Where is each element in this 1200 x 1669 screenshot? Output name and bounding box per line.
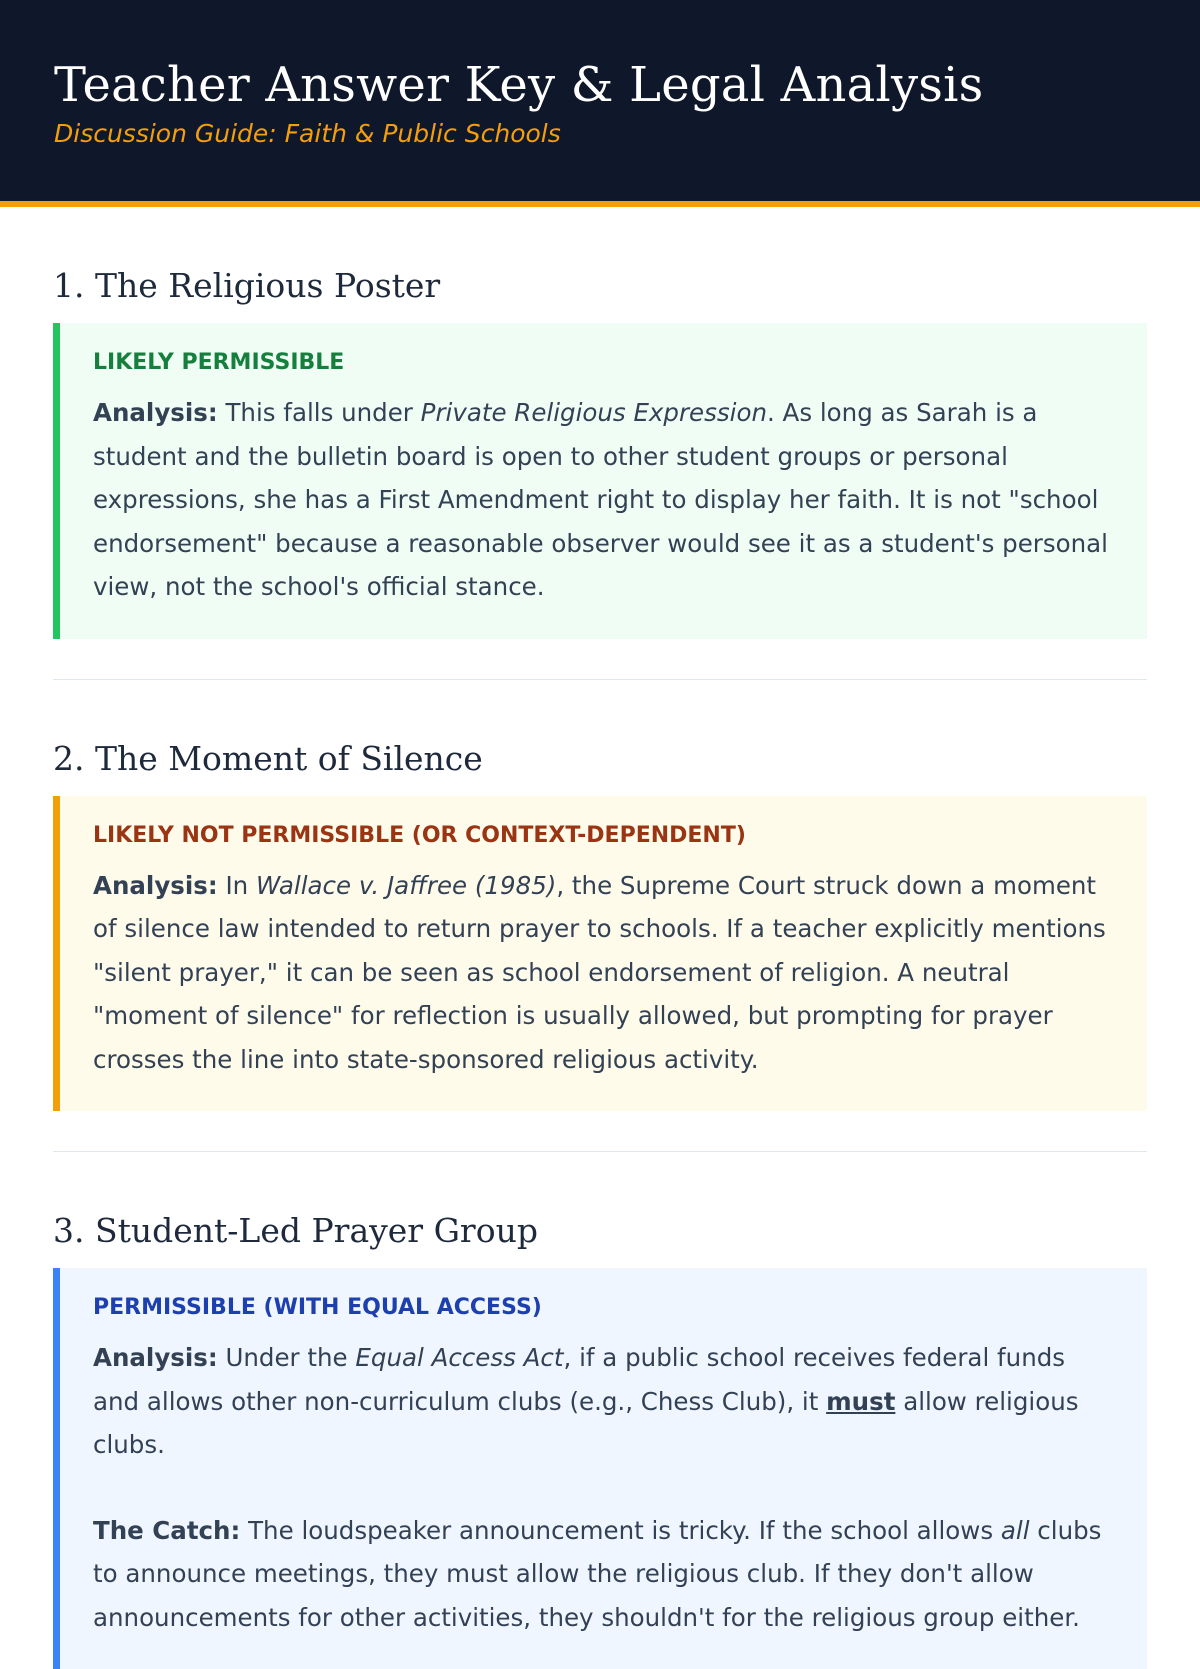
act-name: Equal Access Act xyxy=(355,1343,564,1372)
page-title: Teacher Answer Key & Legal Analysis xyxy=(54,57,984,113)
analysis-label: Analysis: xyxy=(93,870,218,900)
analysis-text: allow religious clubs. xyxy=(93,1386,1079,1459)
section-heading: 3. Student-Led Prayer Group xyxy=(53,1211,538,1250)
main-content xyxy=(0,207,1200,1669)
scenario-section-prayer-group xyxy=(53,1152,1147,1669)
catch-text: The loudspeaker announcement is tricky. If the school allows xyxy=(240,1515,1001,1545)
analysis-paragraph xyxy=(93,864,1117,1082)
analysis-text: , the Supreme Court struck down a moment of silence law intended to return prayer to schools. If a teacher explicitly mentions "silent prayer," it can be seen as school endorsement of religion. A neutral "moment of silence" for reflection is usually allowed, but prompting for prayer crosses the line into state-sponsored religious activity. xyxy=(93,870,1106,1074)
analysis-emphasis: Private Religious Expression xyxy=(420,398,767,427)
analysis-text: In xyxy=(217,870,257,900)
scenario-section-religious-poster xyxy=(53,207,1147,680)
verdict-label: PERMISSIBLE (WITH EQUAL ACCESS) xyxy=(93,1295,542,1320)
analysis-box xyxy=(53,796,1147,1112)
paragraph-gap xyxy=(93,1467,1117,1509)
section-heading: 2. The Moment of Silence xyxy=(53,738,483,778)
analysis-label: Analysis: xyxy=(93,398,218,427)
analysis-text: , if a public school receives federal funds and allows other non-curriculum clubs (e.g., Chess Club), it xyxy=(93,1343,1066,1416)
catch-text: clubs to announce meetings, they must allow the religious club. If they don't allow announcements for other activities, they shouldn't for the religious group either. xyxy=(93,1515,1102,1632)
verdict-label: LIKELY NOT PERMISSIBLE (OR CONTEXT-DEPENDENT) xyxy=(93,822,746,848)
analysis-paragraph xyxy=(93,1336,1117,1467)
analysis-paragraph xyxy=(93,391,1117,609)
analysis-text: . As long as Sarah is a student and the bulletin board is open to other student groups or personal expressions, she has a First Amendment right to display her faith. It is not "school endorsement" because a reasonable observer would see it as a student's personal view, not the school's official stance. xyxy=(93,398,1108,601)
analysis-text: Under the xyxy=(217,1343,356,1372)
section-heading: 1. The Religious Poster xyxy=(53,266,441,305)
catch-label: The Catch: xyxy=(93,1515,241,1545)
emphasis-must: must xyxy=(826,1386,896,1416)
page-subtitle: Discussion Guide: Faith & Public Schools xyxy=(54,119,561,148)
catch-paragraph xyxy=(93,1509,1117,1640)
page-header xyxy=(0,0,1200,207)
analysis-box xyxy=(53,323,1147,639)
catch-emphasis: all xyxy=(1000,1515,1030,1545)
verdict-label: LIKELY PERMISSIBLE xyxy=(93,350,345,375)
analysis-box xyxy=(53,1268,1147,1669)
case-citation: Wallace v. Jaffree (1985) xyxy=(256,870,557,900)
analysis-text: This falls under xyxy=(217,398,421,427)
scenario-section-moment-of-silence xyxy=(53,680,1147,1153)
analysis-label: Analysis: xyxy=(93,1343,218,1372)
